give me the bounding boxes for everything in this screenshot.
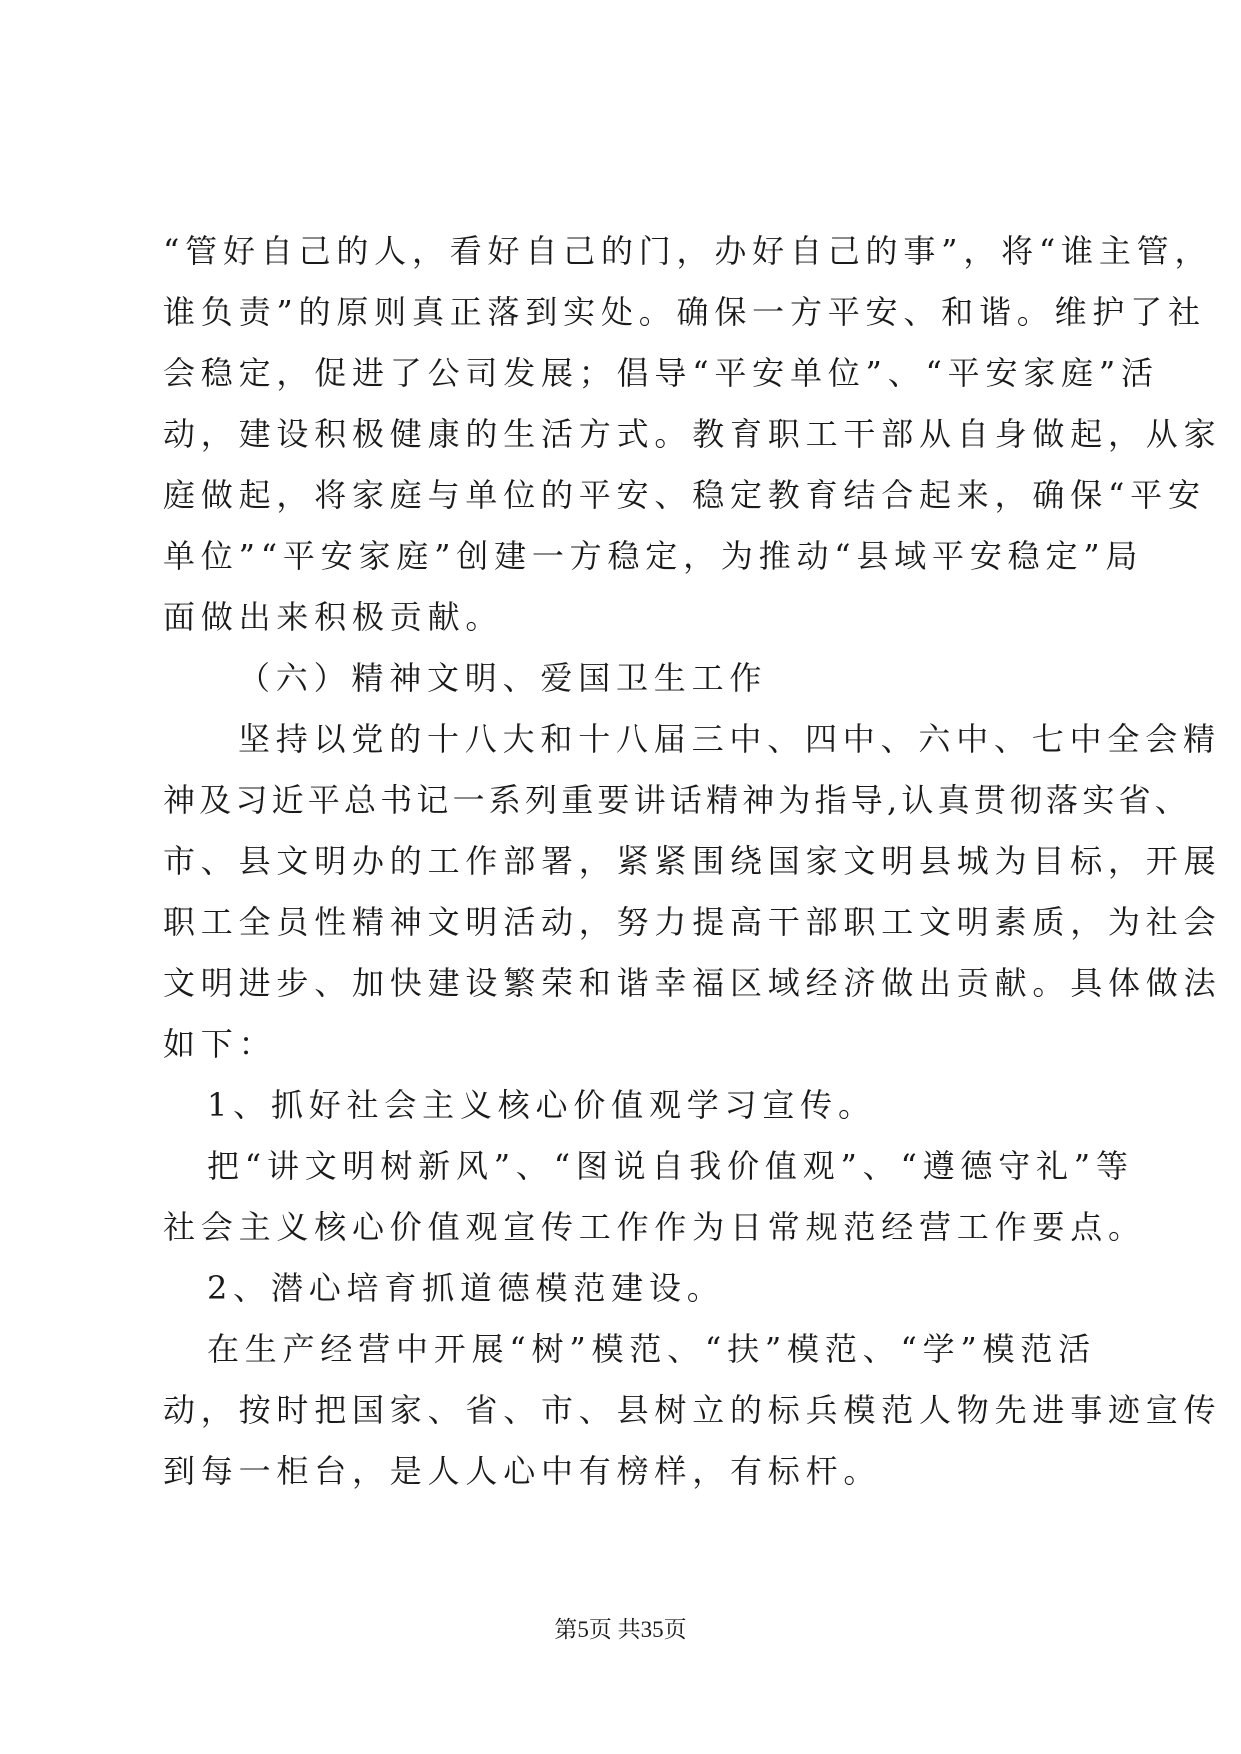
page-number-footer: 第5页 共35页 [554,1617,687,1642]
text-line: 市、县文明办的工作部署，紧紧围绕国家文明县城为目标，开展 [163,842,1222,880]
text-line: 在生产经营中开展“树”模范、“扶”模范、“学”模范活 [207,1330,1096,1368]
text-line: 社会主义核心价值观宣传工作作为日常规范经营工作要点。 [163,1208,1146,1246]
text-line: 谁负责”的原则真正落到实处。确保一方平安、和谐。维护了社 [163,293,1206,331]
text-line: 神及习近平总书记一系列重要讲话精神为指导,认真贯彻落实省、 [163,781,1191,819]
text-line: 动，建设积极健康的生活方式。教育职工干部从自身做起，从家 [163,415,1222,453]
text-line: 会稳定，促进了公司发展；倡导“平安单位”、“平安家庭”活 [163,354,1159,392]
text-line: 动，按时把国家、省、市、县树立的标兵模范人物先进事迹宣传 [163,1391,1222,1429]
list-item-heading: 1、抓好社会主义核心价值观学习宣传。 [207,1086,876,1124]
text-line: 如下： [163,1025,277,1063]
text-line: 职工全员性精神文明活动，努力提高干部职工文明素质，为社会 [163,903,1222,941]
text-line: 文明进步、加快建设繁荣和谐幸福区域经济做出贡献。具体做法 [163,964,1222,1002]
text-line: 单位”“平安家庭”创建一方稳定，为推动“县域平安稳定”局 [163,537,1144,575]
text-line: 把“讲文明树新风”、“图说自我价值观”、“遵德守礼”等 [207,1147,1134,1185]
text-line: “管好自己的人，看好自己的门，办好自己的事”，将“谁主管， [163,232,1213,270]
section-heading: （六）精神文明、爱国卫生工作 [238,659,768,697]
text-line: 面做出来积极贡献。 [163,598,504,636]
list-item-heading: 2、潜心培育抓道德模范建设。 [207,1269,725,1307]
text-line: 庭做起，将家庭与单位的平安、稳定教育结合起来，确保“平安 [163,476,1206,514]
text-line: 坚持以党的十八大和十八届三中、四中、六中、七中全会精 [238,720,1221,758]
text-line: 到每一柜台，是人人心中有榜样，有标杆。 [163,1452,882,1490]
